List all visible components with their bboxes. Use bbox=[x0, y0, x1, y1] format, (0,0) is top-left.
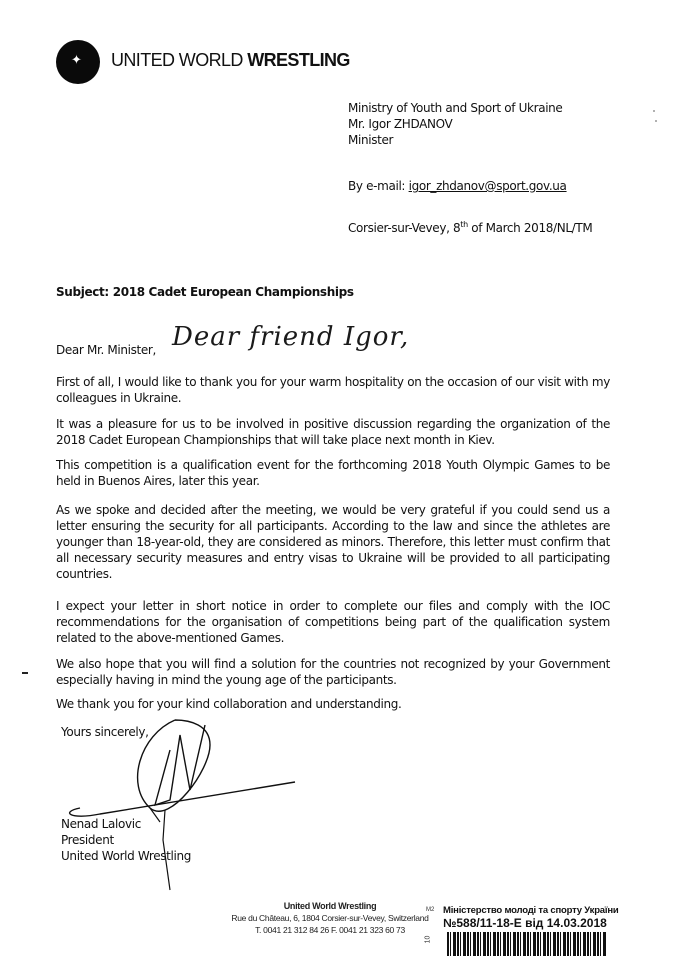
closing: Yours sincerely, bbox=[61, 725, 149, 739]
email-label: By e-mail: bbox=[348, 179, 406, 193]
organization-logo-text bbox=[111, 50, 350, 71]
paragraph-3: This competition is a qualification event for the forthcoming 2018 Youth Olympic Games to be held in Buenos Aires, later this year. bbox=[56, 458, 610, 488]
signatory-block bbox=[61, 816, 191, 864]
date-rest: of March 2018/NL/TM bbox=[467, 221, 593, 235]
salutation-printed: Dear Mr. Minister, bbox=[56, 343, 156, 357]
paragraph-6: We also hope that you will find a solution for the countries not recognized by your Government especially having in mind the young age of the participants. bbox=[56, 657, 610, 687]
date-place: Corsier-sur-Vevey, 8 bbox=[348, 221, 461, 235]
scan-speck bbox=[655, 120, 657, 122]
date-line bbox=[348, 220, 592, 236]
wrestler-icon: ✦ bbox=[71, 53, 82, 68]
recipient-line: Minister bbox=[348, 133, 394, 147]
signatory-org: United World Wrestling bbox=[61, 849, 191, 863]
barcode-icon bbox=[447, 932, 607, 956]
stamp-ministry: Міністерство молоді та спорту України bbox=[443, 905, 619, 916]
footer-address: Rue du Château, 6, 1804 Corsier-sur-Vevey, Switzerland bbox=[231, 913, 429, 923]
stamp-corner-mark: М2 bbox=[426, 907, 435, 913]
salutation-handwritten: Dear friend Igor, bbox=[172, 322, 410, 352]
signatory-name: Nenad Lalovic bbox=[61, 817, 141, 831]
footer-phones: T. 0041 21 312 84 26 F. 0041 21 323 60 73 bbox=[255, 925, 405, 935]
signature-icon bbox=[20, 700, 320, 900]
scan-mark bbox=[22, 672, 28, 674]
registration-stamp bbox=[443, 905, 619, 930]
footer bbox=[222, 900, 438, 936]
date-suffix: th bbox=[460, 220, 468, 229]
recipient-line: Ministry of Youth and Sport of Ukraine bbox=[348, 101, 563, 115]
scan-speck bbox=[653, 110, 655, 112]
stamp-side-mark: 10 bbox=[424, 935, 432, 944]
email-link[interactable]: igor_zhdanov@sport.gov.ua bbox=[408, 179, 567, 193]
paragraph-4: As we spoke and decided after the meeting, we would be very grateful if you could send us a letter ensuring the security for all participants. According to the law and since the athletes are younger than 18-year-old, they are considered as minors. Therefore, this letter must confirm that all necessary security measures and entry visas to Ukraine will be provided to all participating countries. bbox=[56, 503, 610, 581]
signatory-title: President bbox=[61, 833, 114, 847]
recipient-line: Mr. Igor ZHDANOV bbox=[348, 117, 453, 131]
paragraph-1: First of all, I would like to thank you for your warm hospitality on the occasion of our visit with my colleagues in Ukraine. bbox=[56, 375, 610, 405]
paragraph-2: It was a pleasure for us to be involved in positive discussion regarding the organization of the 2018 Cadet European Championships that will take place next month in Kiev. bbox=[56, 417, 610, 447]
subject-line: Subject: 2018 Cadet European Championships bbox=[56, 285, 354, 299]
org-name-regular: UNITED WORLD bbox=[111, 50, 243, 70]
paragraph-5: I expect your letter in short notice in order to complete our files and comply with the IOC recommendations for the organisation of competitions being part of the qualification system related to the above-mentioned Games. bbox=[56, 599, 610, 645]
footer-org: United World Wrestling bbox=[283, 901, 377, 911]
paragraph-7: We thank you for your kind collaboration and understanding. bbox=[56, 697, 402, 711]
email-line bbox=[348, 178, 567, 194]
org-name-bold: WRESTLING bbox=[247, 50, 350, 70]
stamp-reg-number: №588/11-18-Е від 14.03.2018 bbox=[443, 916, 607, 930]
recipient-address bbox=[348, 100, 562, 148]
